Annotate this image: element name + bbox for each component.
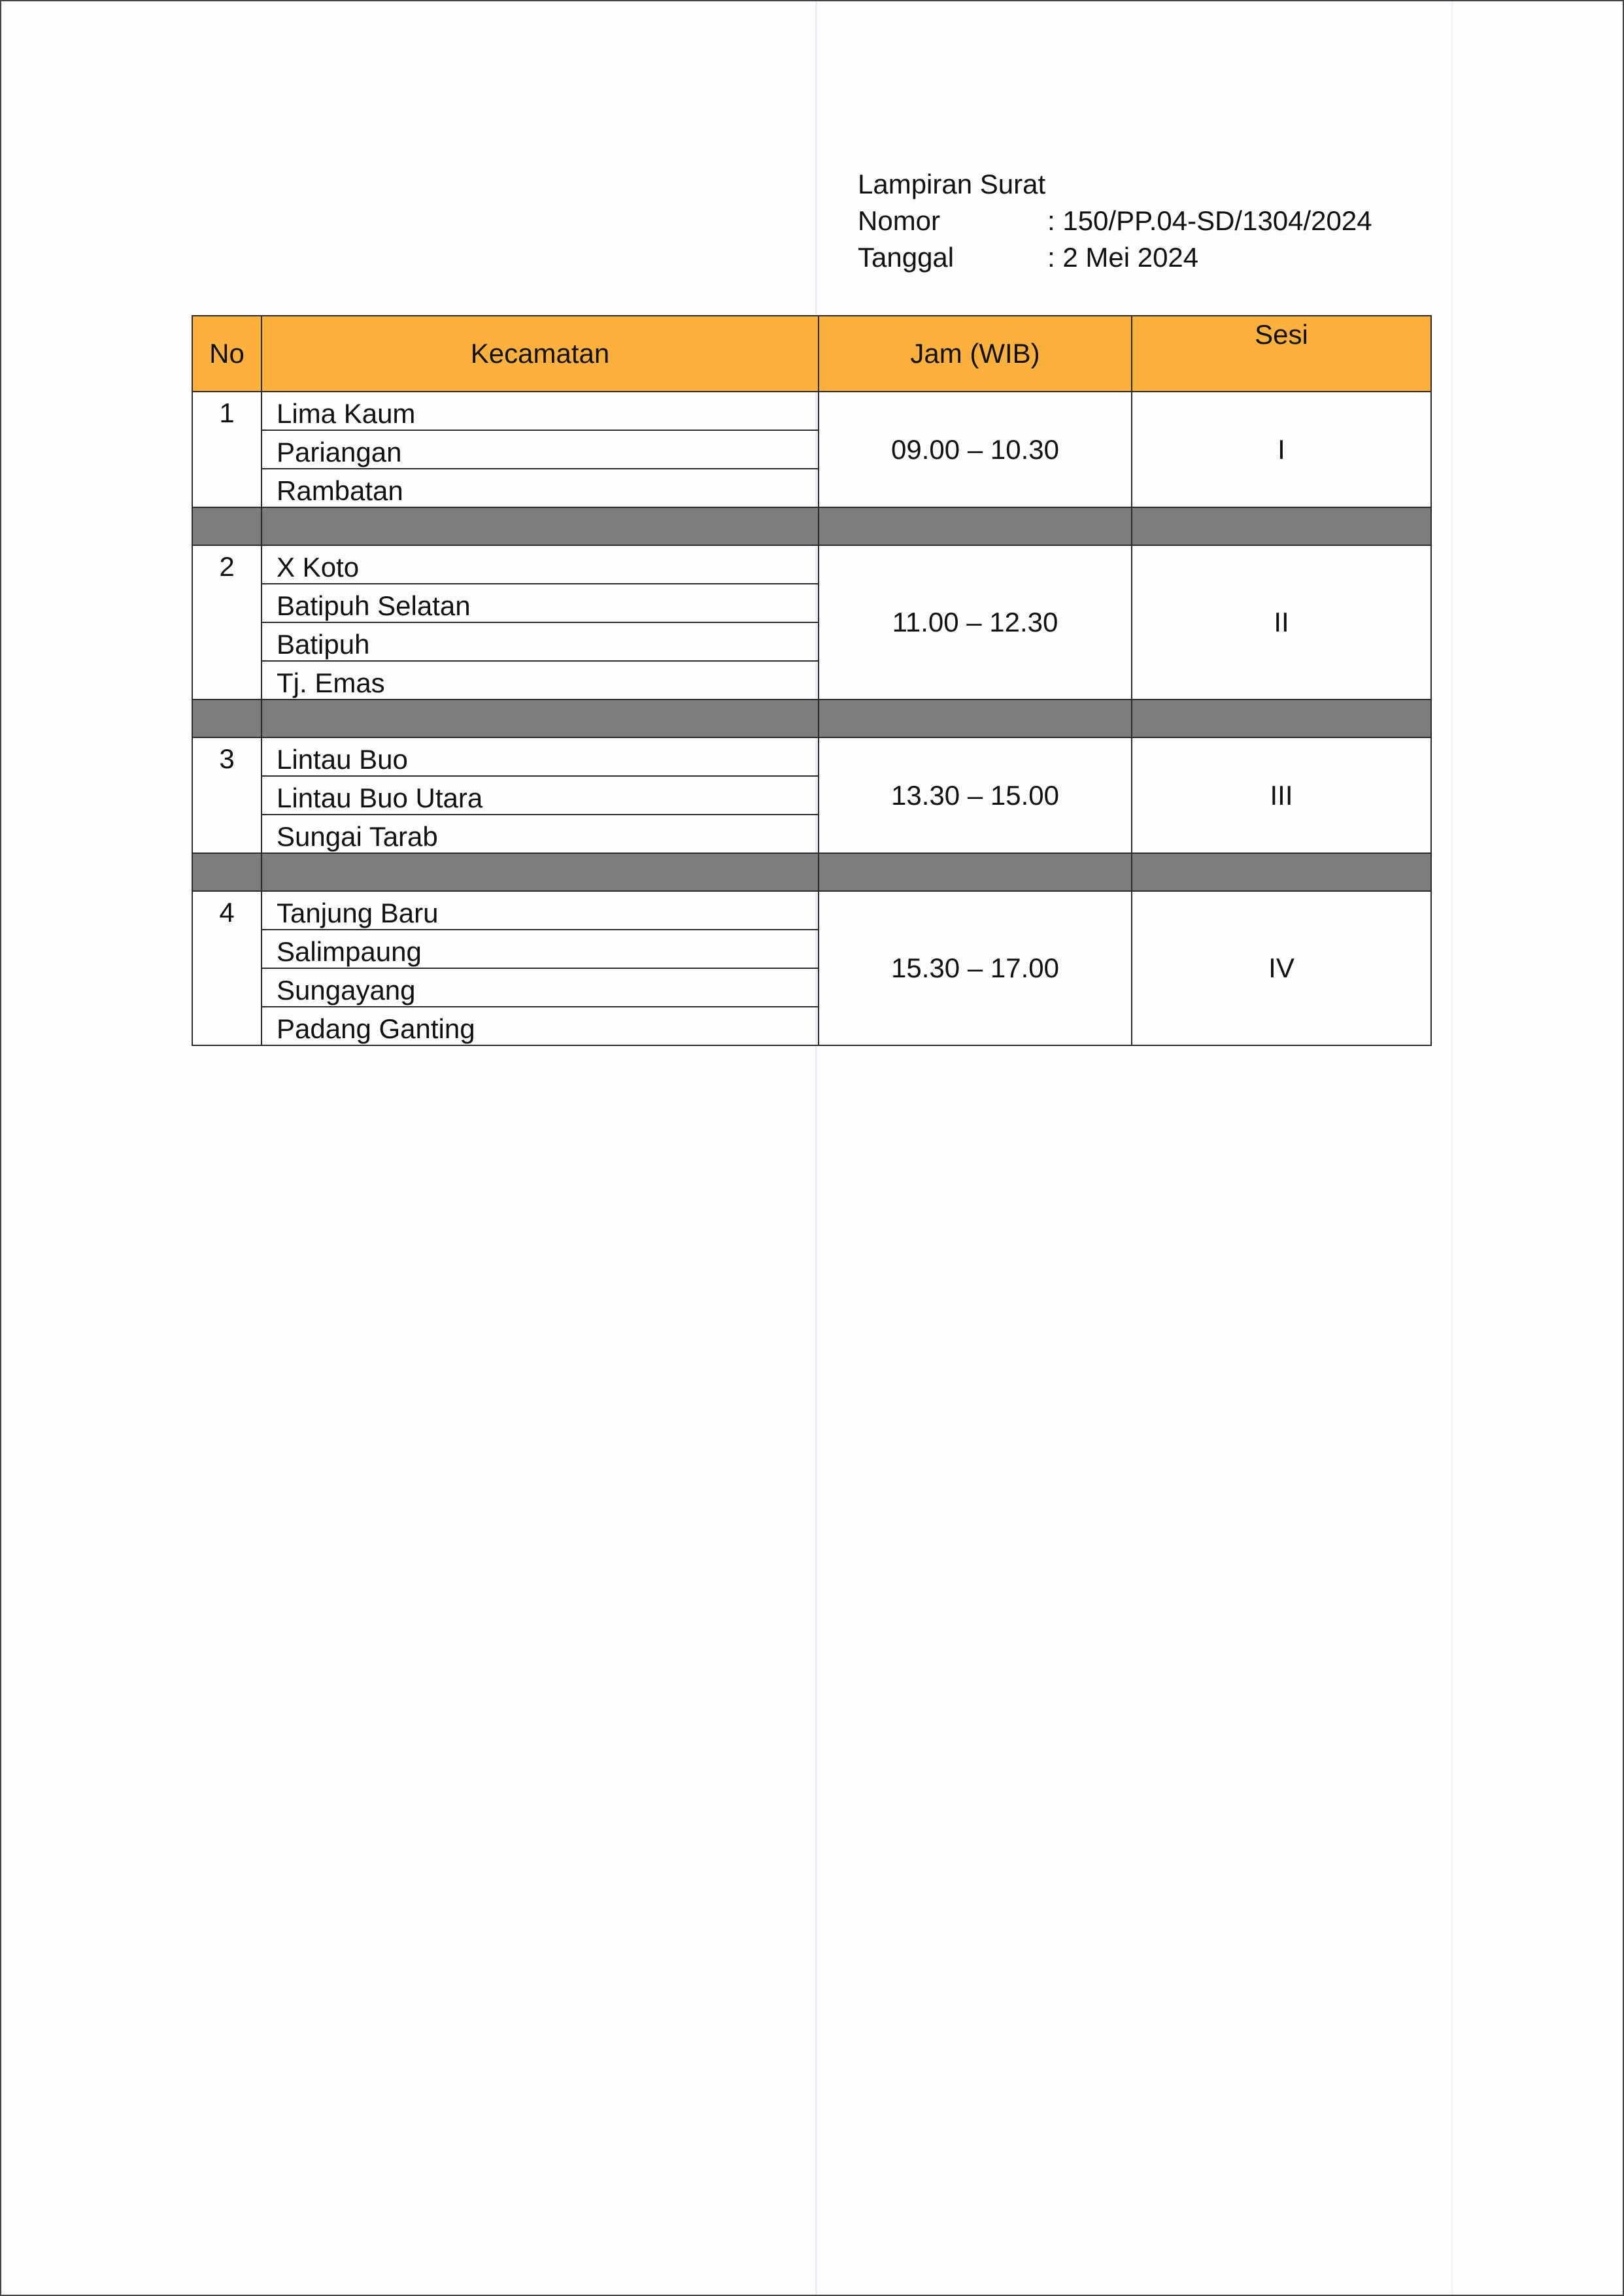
header-sesi: Sesi: [1132, 316, 1431, 392]
header-kecamatan: Kecamatan: [262, 316, 819, 392]
kecamatan-name: Padang Ganting: [262, 1007, 819, 1045]
separator-cell: [1132, 507, 1431, 545]
session-label: II: [1132, 545, 1431, 700]
scan-streak: [1451, 1, 1453, 2295]
kecamatan-name: Salimpaung: [262, 930, 819, 968]
kecamatan-name: Batipuh Selatan: [262, 584, 819, 622]
separator-row: [192, 700, 1431, 737]
table-body: [192, 392, 1431, 1045]
session-number: 2: [192, 545, 262, 700]
separator-cell: [192, 507, 262, 545]
table-header-row: [192, 316, 1431, 392]
separator-cell: [262, 507, 819, 545]
kecamatan-name: Sungayang: [262, 968, 819, 1007]
kecamatan-name: Lintau Buo: [262, 737, 819, 776]
kecamatan-name: Lima Kaum: [262, 392, 819, 430]
tanggal-value: : 2 Mei 2024: [1047, 242, 1199, 273]
kecamatan-name: Lintau Buo Utara: [262, 776, 819, 815]
table-row: [192, 545, 1431, 584]
kecamatan-name: Pariangan: [262, 430, 819, 469]
table-row: [192, 392, 1431, 430]
session-label: III: [1132, 737, 1431, 853]
session-time: 09.00 – 10.30: [819, 392, 1132, 507]
header-no: No: [192, 316, 262, 392]
kecamatan-name: Tanjung Baru: [262, 891, 819, 930]
header-jam: Jam (WIB): [819, 316, 1132, 392]
kecamatan-name: Tj. Emas: [262, 661, 819, 700]
separator-cell: [192, 700, 262, 737]
separator-cell: [1132, 700, 1431, 737]
session-number: 3: [192, 737, 262, 853]
letter-attachment-header: [858, 166, 1372, 276]
kecamatan-name: X Koto: [262, 545, 819, 584]
separator-cell: [819, 507, 1132, 545]
attachment-title: Lampiran Surat: [858, 169, 1046, 199]
session-label: IV: [1132, 891, 1431, 1045]
nomor-label: Nomor: [858, 205, 941, 236]
nomor-value: : 150/PP.04-SD/1304/2024: [1047, 205, 1372, 236]
session-time: 13.30 – 15.00: [819, 737, 1132, 853]
separator-row: [192, 853, 1431, 891]
separator-cell: [819, 853, 1132, 891]
separator-row: [192, 507, 1431, 545]
separator-cell: [1132, 853, 1431, 891]
table-row: [192, 737, 1431, 776]
session-number: 4: [192, 891, 262, 1045]
session-schedule-table: [192, 315, 1432, 1046]
separator-cell: [192, 853, 262, 891]
table-row: [192, 891, 1431, 930]
separator-cell: [819, 700, 1132, 737]
separator-cell: [262, 853, 819, 891]
kecamatan-name: Sungai Tarab: [262, 815, 819, 853]
tanggal-label: Tanggal: [858, 242, 955, 273]
session-number: 1: [192, 392, 262, 507]
session-time: 15.30 – 17.00: [819, 891, 1132, 1045]
session-label: I: [1132, 392, 1431, 507]
session-time: 11.00 – 12.30: [819, 545, 1132, 700]
separator-cell: [262, 700, 819, 737]
kecamatan-name: Batipuh: [262, 622, 819, 661]
kecamatan-name: Rambatan: [262, 469, 819, 507]
